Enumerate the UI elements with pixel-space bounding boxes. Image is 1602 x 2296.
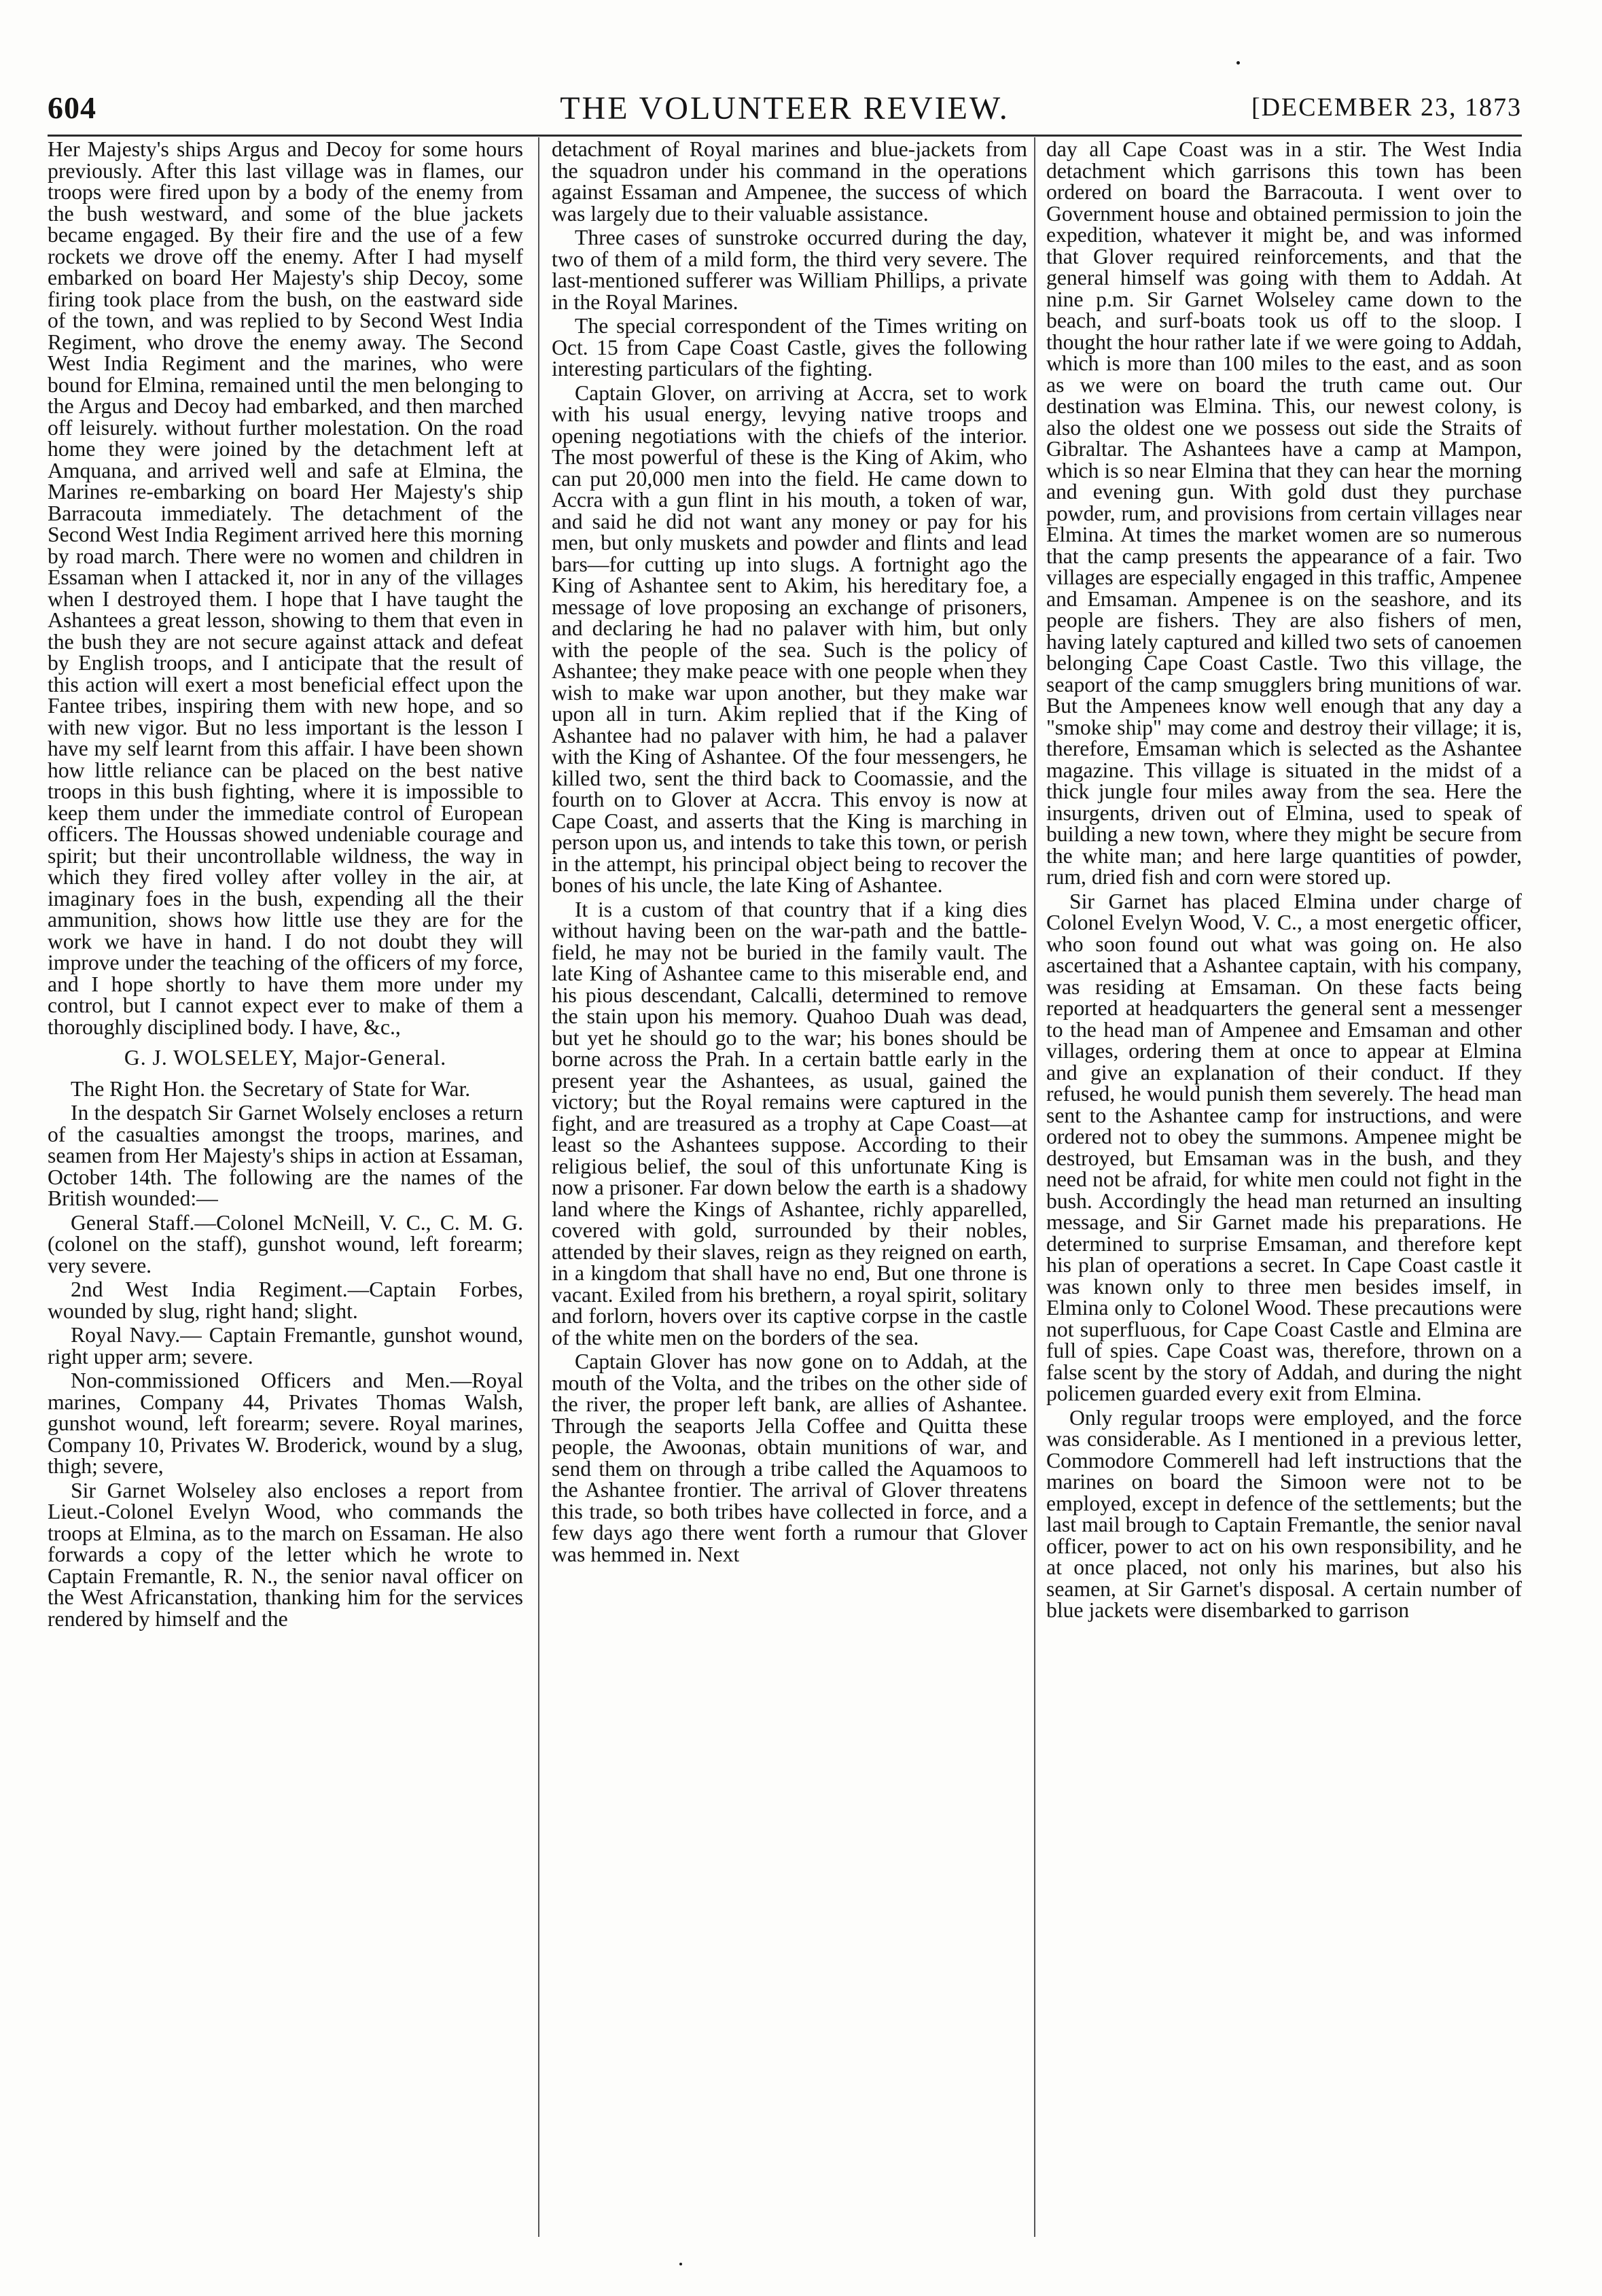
casualty-entry: Royal Navy.— Captain Fremantle, gunshot wound, right upper arm; severe.: [48, 1323, 523, 1368]
column-divider: [538, 137, 539, 2237]
casualty-entry: General Staff.—Colonel McNeill, V. C., C. M. G. (colonel on the staff), gunshot wound, left forearm; very severe.: [48, 1210, 523, 1277]
header-rule: [48, 135, 1522, 137]
column-2: [552, 139, 1027, 2238]
article-paragraph: In the despatch Sir Garnet Wolsely encloses a return of the casualties amongst the troops, marines, and seamen from Her Majesty's ships in action at Essaman, October 14th. The following are the names of the British wounded:—: [48, 1101, 523, 1210]
issue-date: [DECEMBER 23, 1873: [1251, 93, 1522, 122]
page-number: 604: [48, 90, 96, 125]
article-paragraph: day all Cape Coast was in a stir. The West India detachment which garrisons this town has been ordered on board the Barracouta. I went over to Government house and obtained permission to join the expedition, whatever it might be, and was informed that Glover required reinforcements, and that the general himself was going with them to Addah. At nine p.m. Sir Garnet Wolseley came down to the beach, and surf-boats took us off to the sloop. I thought the hour rather late if we were going to Addah, which is more than 100 miles to the east, and as soon as we were on board the truth came out. Our destination was Elmina. This, our newest colony, is also the oldest one we possess out side the Straits of Gibraltar. The Ashantees have a camp at Mampon, which is so near Elmina that they can hear the morning and evening gun. With gold dust they purchase powder, rum, and provisions from certain villages near Elmina. At times the market women are so numerous that the camp presents the appearance of a fair. Two villages are especially engaged in this traffic, Ampenee and Emsaman. Ampenee is on the seashore, and its people are fishers. They are also fishers of men, having lately captured and killed two sets of canoemen belonging Cape Coast Castle. Two this village, the seaport of the camp smugglers bring munitions of war. But the Ampenees know well enough that any day a "smoke ship" may come and destroy their village; it is, therefore, Emsaman which is selected as the Ashantee magazine. This village is situated in the midst of a thick jungle four miles away from the sea. Here the insurgents, driven out of Elmina, used to speak of building a new town, where they might be secure from the white man; and here large quantities of powder, rum, dried fish and corn were stored up.: [1046, 139, 1522, 889]
article-paragraph: The special correspondent of the Times writing on Oct. 15 from Cape Coast Castle, gives the following interesting particulars of the fighting.: [552, 314, 1027, 381]
article-paragraph: Her Majesty's ships Argus and Decoy for some hours previously. After this last village was in flames, our troops were fired upon by a body of the enemy from the bush westward, and some of the blue jackets became engaged. By their fire and the use of a few rockets we drove off the enemy. After I had myself embarked on board Her Majesty's ship Decoy, some firing took place from the bush, on the eastward side of the town, and was replied to by Second West India Regiment, who drove the enemy away. The Second West India Regiment and the marines, who were bound for Elmina, remained until the men belonging to the Argus and Decoy had embarked, and then marched off leisurely. without further molestation. On the road home they were joined by the detachment left at Amquana, and arrived well and safe at Elmina, the Marines re-embarking on board Her Majesty's ship Barracouta immediately. The detachment of the Second West India Regiment arrived here this morning by road march. There were no women and children in Essaman when I attacked it, nor in any of the villages when I destroyed them. I hope that I have taught the Ashantees a great lesson, showing to them that even in the bush they are not secure against attack and defeat by English troops, and I anticipate that the result of this action will exert a most beneficial effect upon the Fantee tribes, inspiring them with new hope, and so with new vigor. But no less important is the lesson I have my self learnt from this affair. I have been shown how little reliance can be placed on the best native troops in this bush fighting, where it is impossible to keep them under the immediate control of European officers. The Houssas showed undeniable courage and spirit; but their uncontrollable wildness, the way in which they fired volley after volley in the air, at imaginary foes in the bush, expending all the their ammunition, shows how little use they are for the work we have in hand. I do not doubt they will improve under the teaching of the officers of my force, and I hope shortly to have them more under my control, but I cannot expect ever to make of them a thoroughly disciplined body. I have, &c.,: [48, 139, 523, 1039]
column-3: [1046, 139, 1522, 2238]
article-paragraph: Captain Glover, on arriving at Accra, set to work with his usual energy, levying native troops and opening negotiations with the chiefs of the interior. The most powerful of these is the King of Akim, who can put 20,000 men into the field. He came down to Accra with a gun flint in his mouth, a token of war, and said he did not want any money or pay for his men, but only muskets and powder and flints and lead bars—for cutting up into slugs. A fortnight ago the King of Ashantee sent to Akim, his hereditary foe, a message of love proposing an exchange of prisoners, and declaring he had no palaver with him, but only with the people of the sea. Such is the policy of Ashantee; they make peace with one people when they wish to make war upon another, but they make war upon all in turn. Akim replied that if the King of Ashantee had no palaver with him, he had a palaver with the King of Ashantee. Of the four messengers, he killed two, sent the third back to Coomassie, and the fourth on to Glover at Accra. This envoy is now at Cape Coast, and asserts that the King is marching in person upon us, and intends to take this town, or perish in the attempt, his principal object being to recover the bones of his uncle, the late King of Ashantee.: [552, 381, 1027, 897]
casualty-entry: Non-commissioned Officers and Men.—Royal marines, Company 44, Privates Thomas Walsh, gunshot wound, left forearm; severe. Royal marines, Company 10, Privates W. Broderick, wound by a slug, thigh; severe,: [48, 1368, 523, 1478]
ink-speck: [1236, 61, 1240, 65]
ink-speck: [679, 2263, 682, 2265]
article-paragraph: detachment of Royal marines and blue-jackets from the squadron under his command in the operations against Essaman and Ampenee, the success of which was largely due to their valuable assistance.: [552, 139, 1027, 226]
article-paragraph: Only regular troops were employed, and the force was considerable. As I mentioned in a previous letter, Commodore Commerell had left instructions that the marines on board the Simoon were not to be employed, except in defence of the settlements; but the last mail brough to Captain Fremantle, the senior naval officer, power to act on his own responsibility, and he at once placed, not only his marines, but also his seamen, at Sir Garnet's disposal. A certain number of blue jackets were disembarked to garrison: [1046, 1405, 1522, 1622]
signature: G. J. WOLSELEY, Major-General.: [124, 1046, 447, 1070]
article-paragraph: The Right Hon. the Secretary of State for War.: [71, 1076, 471, 1101]
article-paragraph: Sir Garnet has placed Elmina under charge of Colonel Evelyn Wood, V. C., a most energetic officer, who soon found out what was going on. He also ascertained that a Ashantee captain, with his company, was residing at Emsaman. On these facts being reported at headquarters the general sent a messenger to the head man of Ampenee and Emsaman and other villages, ordering them at once to appear at Elmina and give an explanation of their conduct. If they refused, he would punish them severely. The head man sent to the Ashantee camp for instructions, and were ordered not to obey the summons. Ampenee might be destroyed, but Emsaman was in the bush, and they need not be afraid, for white men could not fight in the bush. Accordingly the head man returned an insulting message, and Sir Garnet made his preparations. He determined to surprise Emsaman, and therefore kept his plan of operations a secret. In Cape Coast castle it was known only to three men besides imself, in Elmina only to Colonel Wood. These precautions were not superfluous, for Cape Coast Castle and Elmina are full of spies. Cape Coast was, therefore, thrown on a false scent by the story of Addah, and during the night policemen guarded every exit from Elmina.: [1046, 889, 1522, 1405]
page-header: [48, 90, 1522, 130]
column-divider: [1034, 137, 1035, 2237]
article-paragraph: Captain Glover has now gone on to Addah, at the mouth of the Volta, and the tribes on the other side of the river, the proper left bank, are allies of Ashantee. Through the seaports Jella Coffee and Quitta these people, the Awoonas, obtain munitions of war, and send them on through a tribe called the Aquamoos to the Ashantee frontier. The arrival of Glover threatens this trade, so both tribes have collected in force, and a few days ago there went forth a rumour that Glover was hemmed in. Next: [552, 1349, 1027, 1566]
article-paragraph: Three cases of sunstroke occurred during the day, two of them of a mild form, the third very severe. The last-mentioned sufferer was William Phillips, a private in the Royal Marines.: [552, 226, 1027, 314]
casualty-entry: 2nd West India Regiment.—Captain Forbes, wounded by slug, right hand; slight.: [48, 1277, 523, 1323]
column-1: [48, 139, 523, 2238]
publication-title: THE VOLUNTEER REVIEW.: [560, 90, 1010, 126]
article-paragraph: It is a custom of that country that if a king dies without having been on the war-path and the battle-field, he may not be buried in the family vault. The late King of Ashantee came to this miserable end, and his pious descendant, Calcalli, determined to remove the stain upon his memory. Quahoo Duah was dead, but yet he should go to the war; his bones should be borne across the Prah. In a certain battle early in the present year the Ashantees, as usual, gained the victory; but the Royal remains were captured in the fight, and are treasured as a trophy at Cape Coast—at least so the Ashantees suppose. According to their religious belief, the soul of this unfortunate King is now a prisoner. Far down below the earth is a shadowy land where the Kings of Ashantee, richly apparelled, covered with gold, surrounded by their nobles, attended by their slaves, reign as they reigned on earth, in a kingdom that shall have no end, But one throne is vacant. Exiled from his brethern, a royal spirit, solitary and forlorn, hovers over its captive corpse in the castle of the white men on the borders of the sea.: [552, 897, 1027, 1349]
article-paragraph: Sir Garnet Wolseley also encloses a report from Lieut.-Colonel Evelyn Wood, who commands the troops at Elmina, as to the march on Essaman. He also forwards a copy of the letter which he wrote to Captain Fremantle, R. N., the senior naval officer on the West Africanstation, thanking him for the services rendered by himself and the: [48, 1478, 523, 1631]
